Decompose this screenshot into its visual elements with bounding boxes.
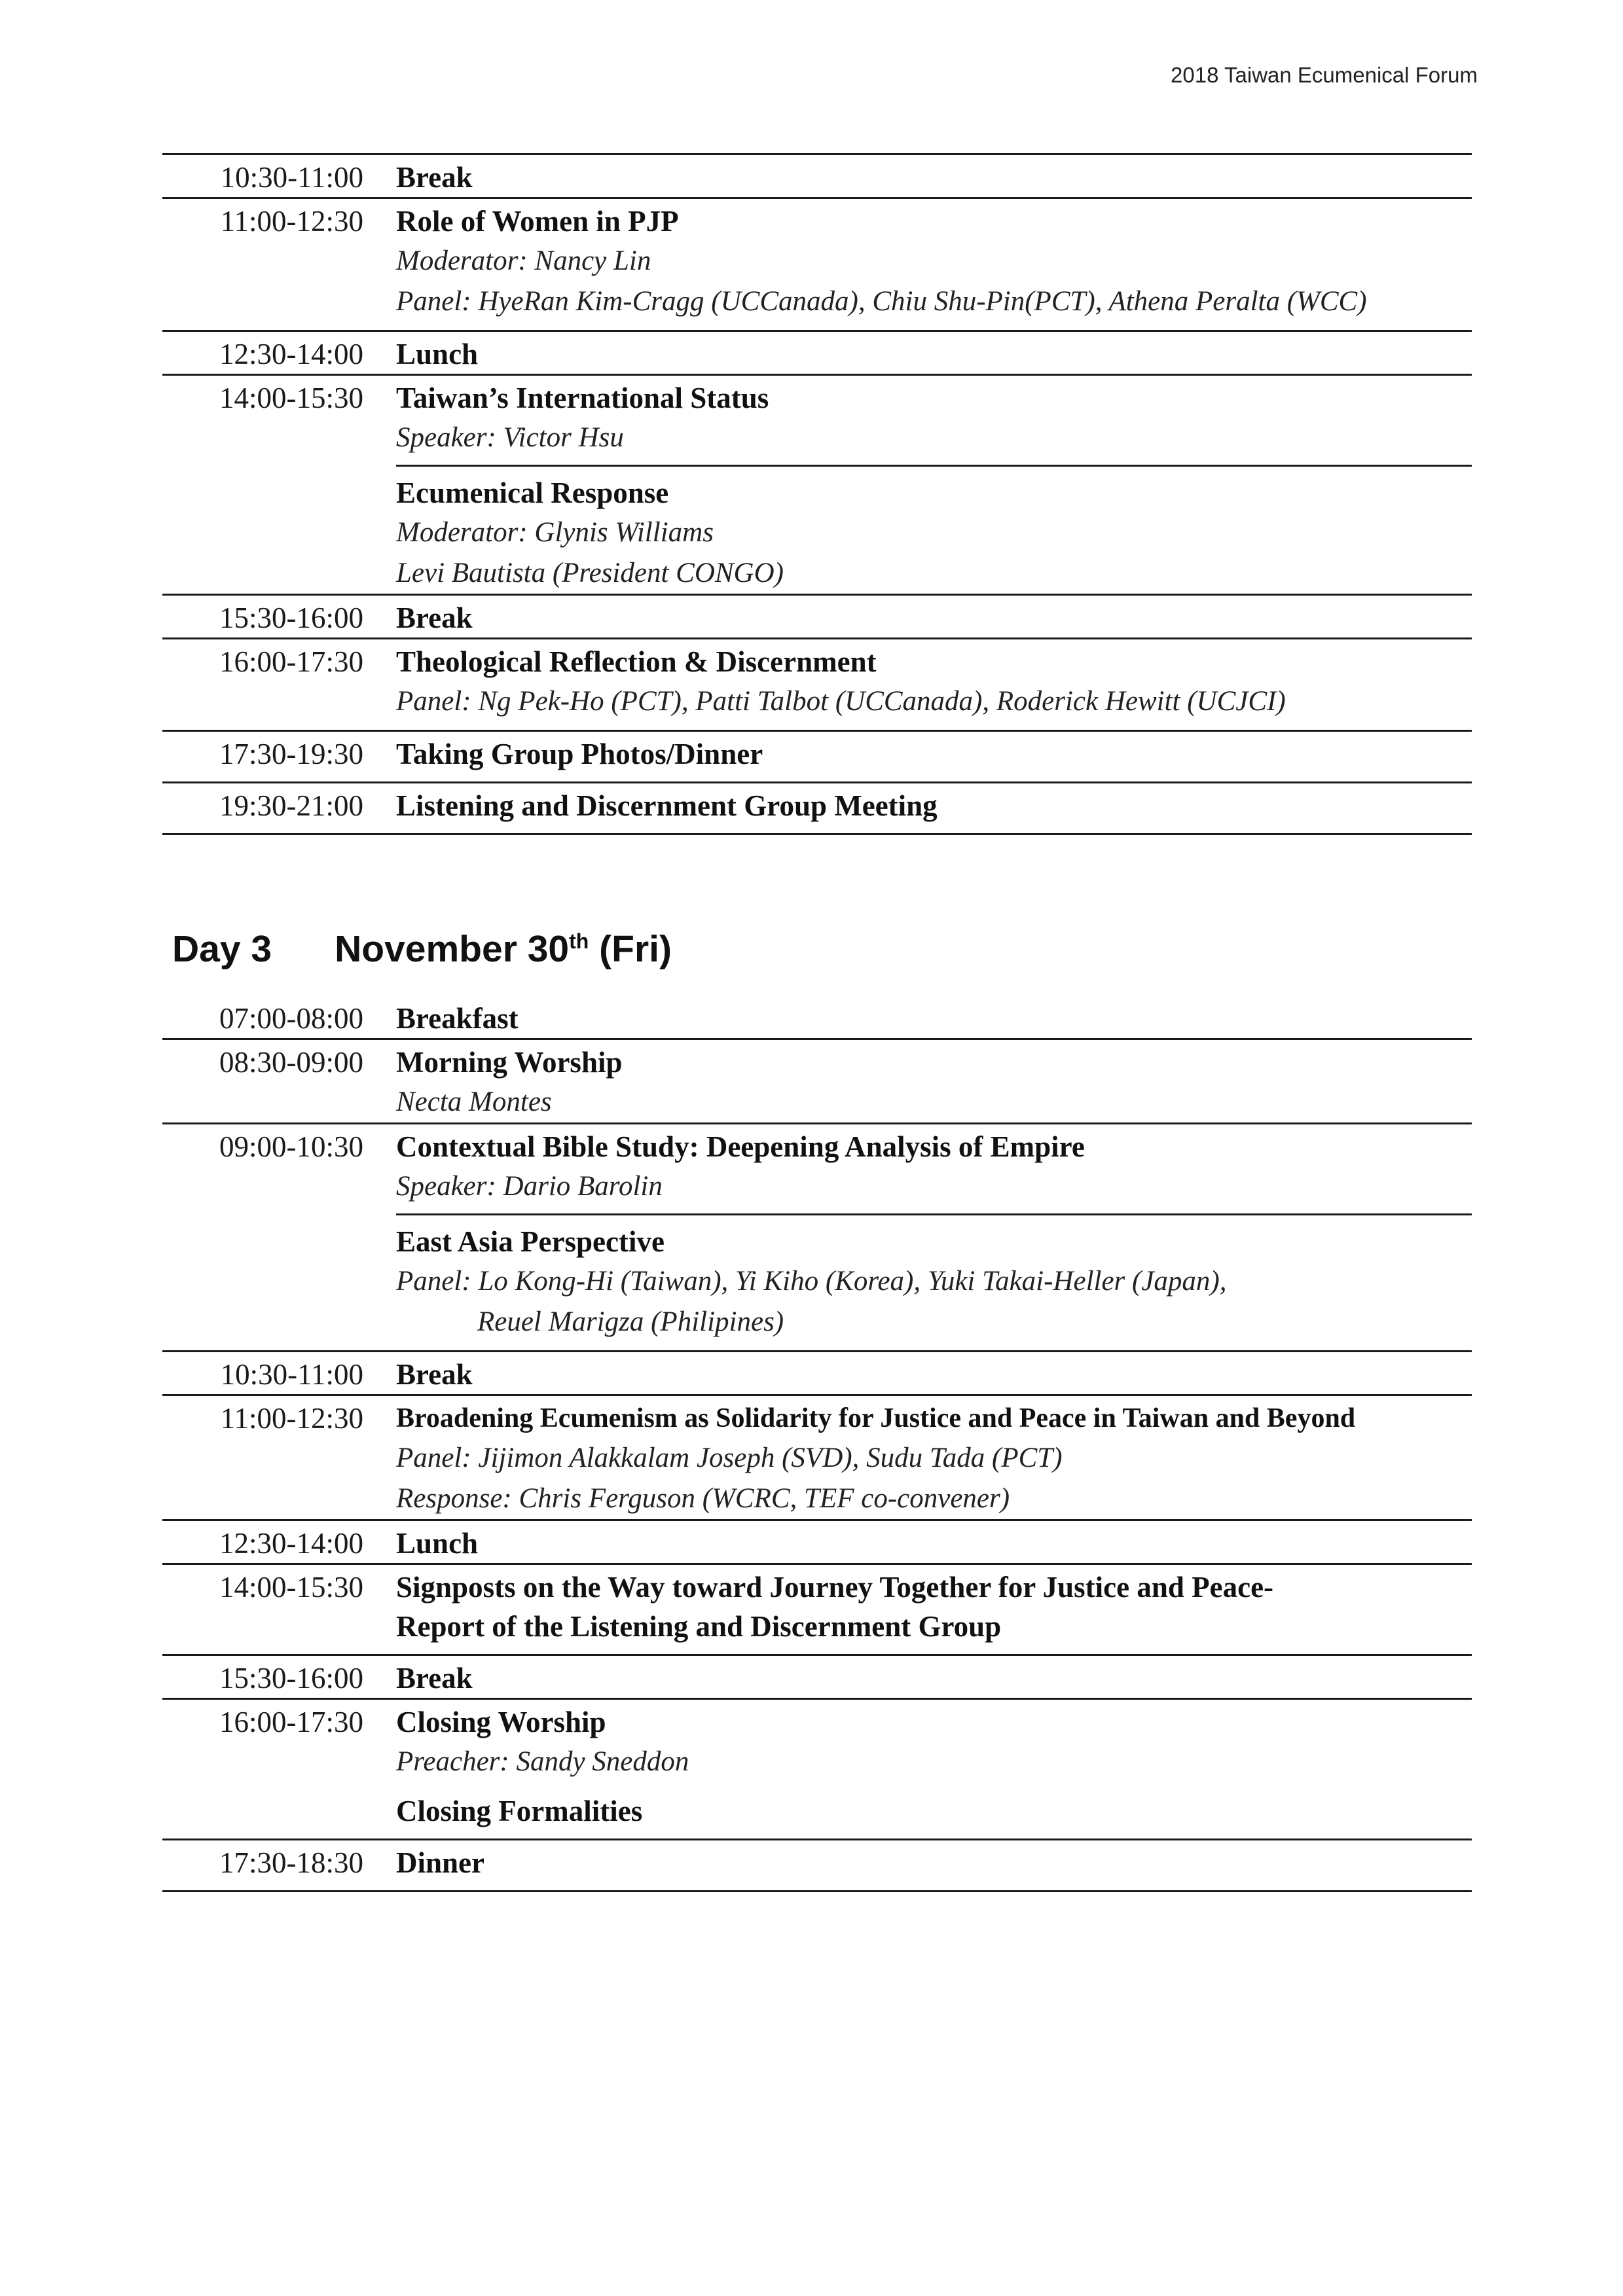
time-slot: 15:30-16:00: [219, 1662, 363, 1695]
time-slot: 08:30-09:00: [219, 1046, 363, 1079]
time-slot: 10:30-11:00: [220, 161, 363, 194]
schedule-row: [162, 1654, 1472, 1698]
time-slot: 14:00-15:30: [219, 382, 363, 414]
session-detail: Panel: Jijimon Alakkalam Joseph (SVD), Sudu Tada (PCT): [396, 1443, 1063, 1473]
session-title: Listening and Discernment Group Meeting: [396, 789, 938, 822]
schedule-row: [162, 1698, 1472, 1839]
schedule-row: [162, 330, 1472, 374]
session-title: East Asia Perspective: [396, 1225, 665, 1258]
time-slot: 17:30-19:30: [219, 738, 363, 770]
session-detail: Preacher: Sandy Sneddon: [396, 1746, 689, 1777]
session-title: Break: [396, 1662, 473, 1695]
schedule-row: [162, 996, 1472, 1038]
schedule-row: [162, 1519, 1472, 1563]
schedule-table-day2: [162, 153, 1472, 835]
day-label: Day 3: [172, 928, 272, 970]
time-slot: 07:00-08:00: [219, 1002, 363, 1035]
schedule-row: [162, 1122, 1472, 1350]
schedule-row: [162, 374, 1472, 594]
time-slot: 12:30-14:00: [219, 338, 363, 370]
session-title: Broadening Ecumenism as Solidarity for Justice and Peace in Taiwan and Beyond: [396, 1403, 1356, 1433]
session-title: Dinner: [396, 1846, 484, 1879]
session-detail: Reuel Marigza (Philipines): [477, 1306, 784, 1337]
time-slot: 17:30-18:30: [219, 1846, 363, 1879]
session-title: Breakfast: [396, 1002, 519, 1035]
session-title: Morning Worship: [396, 1046, 623, 1079]
session-title: Break: [396, 161, 473, 194]
session-detail: Moderator: Nancy Lin: [396, 245, 651, 276]
session-detail: Response: Chris Ferguson (WCRC, TEF co-convener): [396, 1483, 1010, 1514]
session-title: Lunch: [396, 338, 479, 370]
session-title: Ecumenical Response: [396, 476, 669, 509]
session-detail: Panel: HyeRan Kim-Cragg (UCCanada), Chiu Shu-Pin(PCT), Athena Peralta (WCC): [396, 286, 1367, 317]
time-slot: 11:00-12:30: [220, 1402, 363, 1435]
schedule-row: [162, 1038, 1472, 1122]
schedule-row: [162, 1394, 1472, 1519]
session-title: Closing Worship: [396, 1706, 606, 1738]
time-slot: 11:00-12:30: [220, 205, 363, 238]
session-title: Break: [396, 601, 473, 634]
schedule-row: [162, 197, 1472, 330]
schedule-row: [162, 1350, 1472, 1394]
session-title: Break: [396, 1358, 473, 1391]
session-title: Theological Reflection & Discernment: [396, 645, 877, 678]
session-detail: Necta Montes: [396, 1086, 552, 1117]
schedule-row: [162, 730, 1472, 781]
session-title: Lunch: [396, 1527, 479, 1560]
time-slot: 16:00-17:30: [219, 1706, 363, 1738]
time-slot: 19:30-21:00: [219, 789, 363, 822]
schedule-row: [162, 153, 1472, 197]
day-date: November 30th (Fri): [335, 928, 672, 970]
session-title: Taiwan’s International Status: [396, 382, 769, 414]
time-slot: 09:00-10:30: [219, 1130, 363, 1163]
time-slot: 14:00-15:30: [219, 1571, 363, 1604]
schedule-row: [162, 1839, 1472, 1892]
schedule-row: [162, 781, 1472, 835]
session-detail: Levi Bautista (President CONGO): [396, 558, 784, 588]
schedule-row: [162, 637, 1472, 730]
session-detail: Moderator: Glynis Williams: [396, 517, 714, 548]
session-title: Role of Women in PJP: [396, 205, 679, 238]
session-detail: Speaker: Dario Barolin: [396, 1171, 663, 1202]
session-title: Contextual Bible Study: Deepening Analysis of Empire: [396, 1130, 1085, 1163]
time-slot: 16:00-17:30: [219, 645, 363, 678]
schedule-table-day3: [162, 996, 1472, 1892]
session-title: Signposts on the Way toward Journey Together for Justice and Peace-: [396, 1571, 1274, 1604]
schedule-row: [162, 594, 1472, 637]
session-title-continued: Report of the Listening and Discernment Group: [396, 1610, 1002, 1643]
day-heading: [172, 923, 672, 975]
schedule-row: [162, 1563, 1472, 1654]
session-title: Closing Formalities: [396, 1795, 643, 1827]
session-detail: Speaker: Victor Hsu: [396, 422, 624, 453]
session-detail: Panel: Ng Pek-Ho (PCT), Patti Talbot (UCCanada), Roderick Hewitt (UCJCI): [396, 686, 1286, 717]
session-title: Taking Group Photos/Dinner: [396, 738, 763, 770]
time-slot: 12:30-14:00: [219, 1527, 363, 1560]
session-detail: Panel: Lo Kong-Hi (Taiwan), Yi Kiho (Korea), Yuki Takai-Heller (Japan),: [396, 1266, 1227, 1297]
time-slot: 15:30-16:00: [219, 601, 363, 634]
page-header: 2018 Taiwan Ecumenical Forum: [1171, 63, 1478, 87]
time-slot: 10:30-11:00: [220, 1358, 363, 1391]
